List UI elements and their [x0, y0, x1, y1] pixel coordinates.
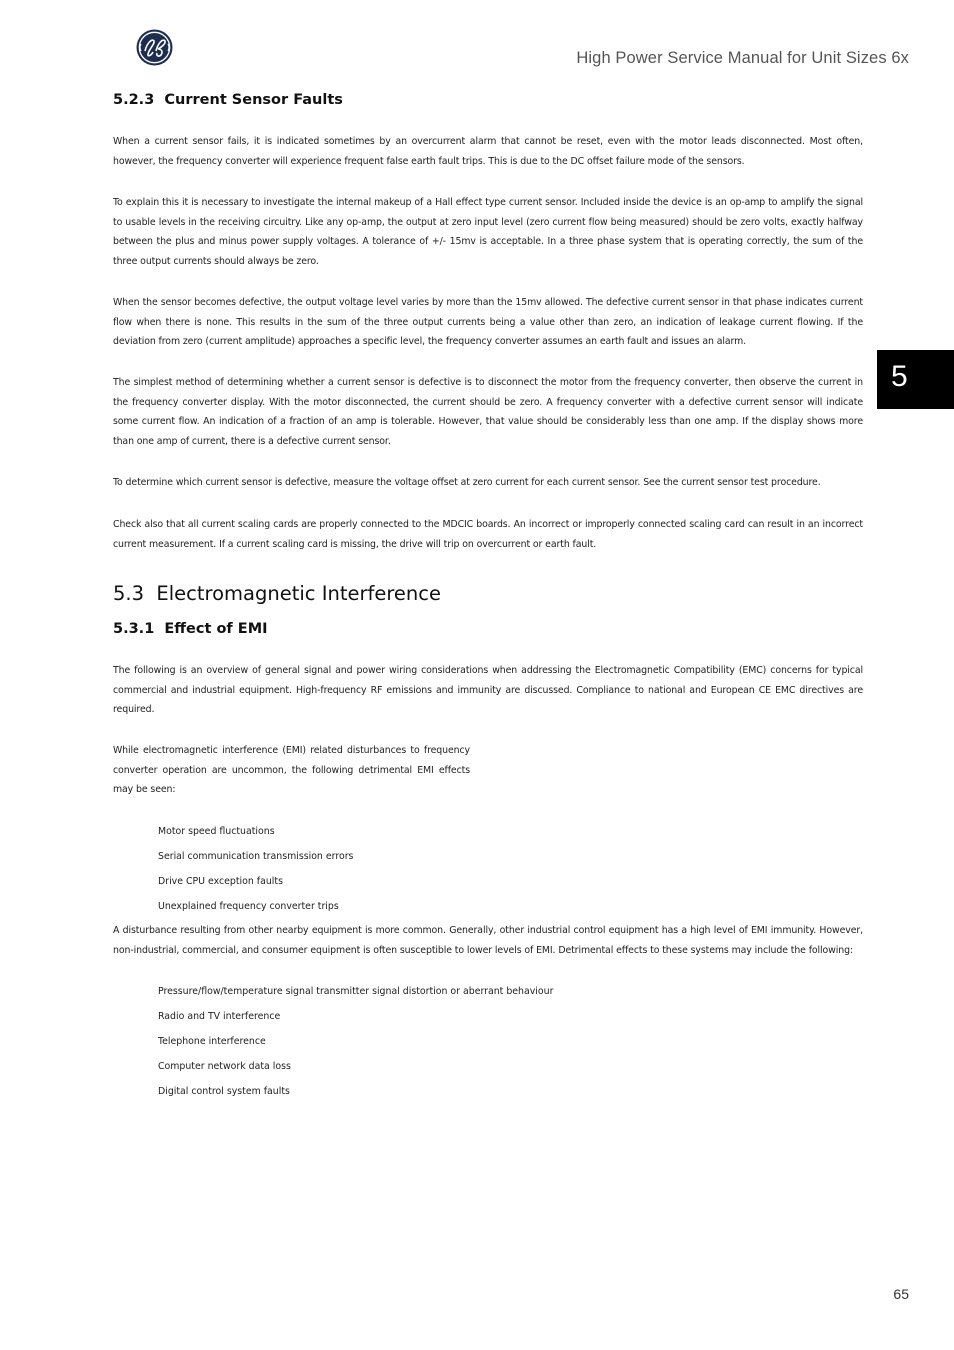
- list-item: Drive CPU exception faults: [158, 876, 283, 887]
- list-item: Serial communication transmission errors: [158, 851, 354, 862]
- section-title: Current Sensor Faults: [164, 92, 343, 108]
- paragraph: While electromagnetic interference (EMI) related disturbances to frequency converter operation are uncommon, the following detrimental EMI effects may be seen:: [113, 745, 470, 795]
- emi-effects-list: [158, 826, 353, 926]
- list-item: Telephone interference: [158, 1036, 266, 1047]
- page-number: 65: [893, 1286, 909, 1302]
- chapter-tab-number: 5: [891, 360, 908, 393]
- paragraph: The following is an overview of general signal and power wiring considerations when addressing the Electromagnetic Compatibility (EMC) concerns for typical commercial and industrial equipment. High-frequency RF emissions and immunity are discussed. Compliance to national and European CE EMC directives are required.: [113, 665, 863, 715]
- ge-logo-icon: [136, 29, 173, 66]
- list-item: Pressure/flow/temperature signal transmitter signal distortion or aberrant behaviour: [158, 986, 554, 997]
- section-title: Effect of EMI: [164, 621, 268, 637]
- paragraph: Check also that all current scaling cards are properly connected to the MDCIC boards. An incorrect or improperly connected scaling card can result in an incorrect current measurement. If a current scaling card is missing, the drive will trip on overcurrent or earth fault.: [113, 519, 863, 550]
- disturbance-effects-list: [158, 986, 553, 1111]
- paragraph: To determine which current sensor is defective, measure the voltage offset at zero current for each current sensor. See the current sensor test procedure.: [113, 477, 821, 488]
- list-item: Radio and TV interference: [158, 1011, 281, 1022]
- paragraph: To explain this it is necessary to investigate the internal makeup of a Hall effect type current sensor. Included inside the device is an op-amp to amplify the signal to usable levels in the receiving circuitry. Like any op-amp, the output at zero input level (zero current flow being measured) should be zero volts, exactly halfway between the plus and minus power supply voltages. A tolerance of +/- 15mv is acceptable. In a three phase system that is operating correctly, the sum of the three output currents should always be zero.: [113, 197, 863, 267]
- section-number: 5.3.1: [113, 621, 155, 637]
- section-number: 5.3: [113, 582, 145, 605]
- list-item: Digital control system faults: [158, 1086, 290, 1097]
- paragraph: The simplest method of determining whether a current sensor is defective is to disconnect the motor from the frequency converter, then observe the current in the frequency converter display. With the motor disconnected, the current should be zero. A frequency converter with a defective current sensor will indicate some current flow. An indication of a fraction of an amp is tolerable. However, that value should be considerably less than one amp. If the display shows more than one amp of current, there is a defective current sensor.: [113, 377, 863, 447]
- paragraph: A disturbance resulting from other nearby equipment is more common. Generally, other industrial control equipment has a high level of EMI immunity. However, non-industrial, commercial, and consumer equipment is often susceptible to lower levels of EMI. Detrimental effects to these systems may include the following:: [113, 925, 863, 956]
- section-number: 5.2.3: [113, 92, 155, 108]
- section-heading-5-3-1: [113, 621, 268, 637]
- paragraph: When the sensor becomes defective, the output voltage level varies by more than the 15mv allowed. The defective current sensor in that phase indicates current flow when there is none. This results in the sum of the three output currents being a value other than zero, an indication of leakage current flowing. If the deviation from zero (current amplitude) approaches a specific level, the frequency converter assumes an earth fault and issues an alarm.: [113, 297, 863, 347]
- list-item: Motor speed fluctuations: [158, 826, 275, 837]
- section-heading-5-3: [113, 582, 441, 605]
- list-item: Unexplained frequency converter trips: [158, 901, 339, 912]
- list-item: Computer network data loss: [158, 1061, 291, 1072]
- header-title: High Power Service Manual for Unit Sizes 6x: [576, 49, 909, 67]
- section-heading-5-2-3: [113, 92, 343, 108]
- section-title: Electromagnetic Interference: [156, 582, 441, 605]
- chapter-tab: [877, 350, 954, 409]
- paragraph: When a current sensor fails, it is indicated sometimes by an overcurrent alarm that cannot be reset, even with the motor leads disconnected. Most often, however, the frequency converter will experience frequent false earth fault trips. This is due to the DC offset failure mode of the sensors.: [113, 136, 863, 167]
